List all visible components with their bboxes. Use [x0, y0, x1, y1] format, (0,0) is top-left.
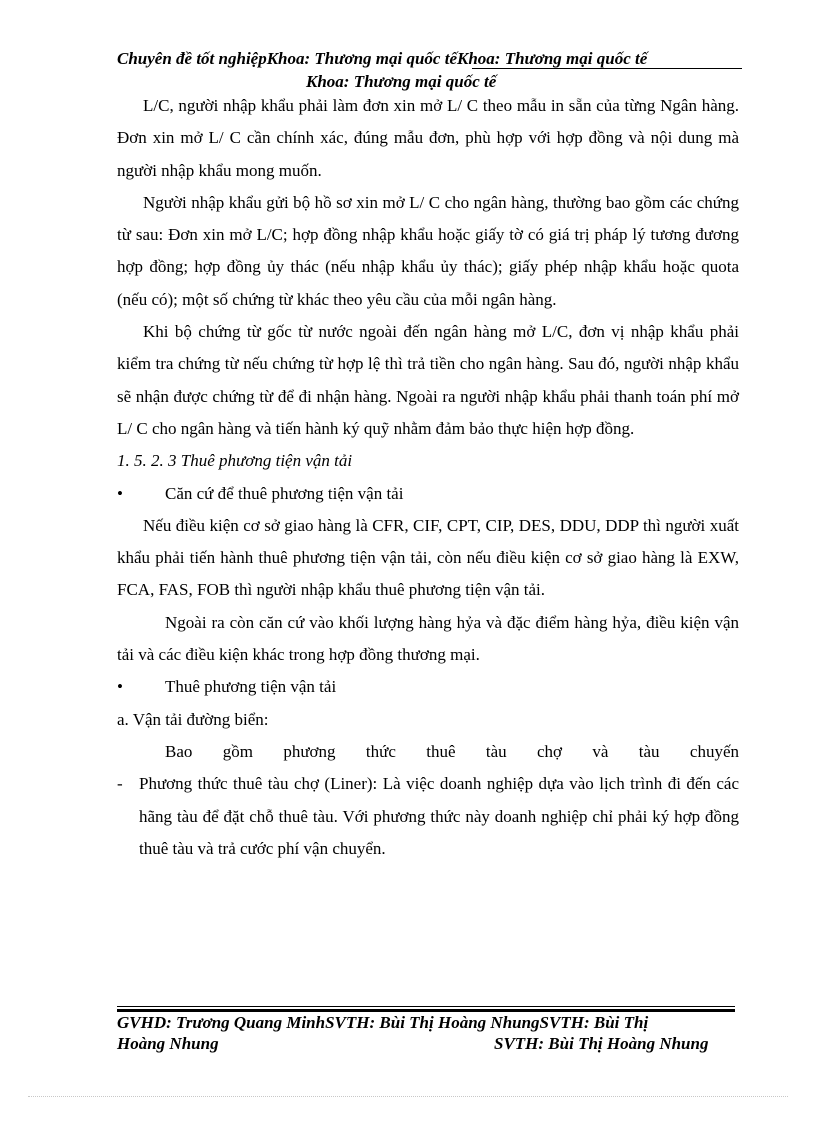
paragraph-methods: Bao gồm phương thức thuê tàu chợ và tàu chuyến [165, 741, 739, 761]
header-rule [472, 68, 742, 69]
header-line-2: Khoa: Thương mại quốc tế [306, 72, 497, 91]
paragraph-delivery-terms: Nếu điều kiện cơ sở giao hàng là CFR, CIF, CPT, CIP, DES, DDU, DDP thì người xuất khẩu phải tiến hành thuê phương tiện vận tải, còn nếu điều kiện cơ sở giao hàng là EXW, FCA, FAS, FOB thì người nhập khẩu thuê phương tiện vận tải. [117, 515, 739, 600]
section-heading: 1. 5. 2. 3 Thuê phương tiện vận tải [117, 451, 353, 471]
bullet-item-basis-label: Căn cứ để thuê phương tiện vận tải [165, 483, 404, 503]
footer-line-2-left: Hoàng Nhung [117, 1034, 219, 1053]
dash-icon: - [117, 774, 123, 794]
bullet-item-hiring [117, 671, 739, 703]
header-line-1: Chuyên đề tốt nghiệpKhoa: Thương mại quốc tếKhoa: Thương mại quốc tế [117, 49, 648, 68]
dash-item-liner-text: Phương thức thuê tàu chợ (Liner): Là việc doanh nghiệp dựa vào lịch trình đi đến các hãng tàu để đặt chỗ thuê tàu. Với phương thức này doanh nghiệp chỉ phải ký hợp đồng thuê tàu và trả cước phí vận chuyển. [139, 774, 739, 858]
footer-rule-thin [117, 1006, 735, 1007]
footer-line-1: GVHD: Trương Quang MinhSVTH: Bùi Thị Hoàng NhungSVTH: Bùi Thị [117, 1013, 649, 1032]
page-edge [28, 1096, 788, 1097]
bullet-icon: • [117, 483, 123, 503]
bullet-icon: • [117, 677, 123, 697]
paragraph-other-basis: Ngoài ra còn căn cứ vào khối lượng hàng hỷa và đặc điểm hàng hỷa, điều kiện vận tải và các điều kiện khác trong hợp đồng thương mại. [117, 612, 739, 665]
paragraph-lc-application: L/C, người nhập khẩu phải làm đơn xin mở L/ C theo mẫu in sẵn của từng Ngân hàng. Đơn xin mở L/ C cần chính xác, đúng mẫu đơn, phù hợp với hợp đồng và nội dung mà người nhập khẩu mong muốn. [117, 96, 739, 180]
footer-rule-thick [117, 1009, 735, 1012]
bullet-item-hiring-label: Thuê phương tiện vận tải [165, 677, 337, 697]
bullet-item-basis [117, 478, 739, 510]
dash-item-liner [117, 768, 739, 865]
footer-line-2-right: SVTH: Bùi Thị Hoàng Nhung [494, 1034, 709, 1053]
subheading-sea-transport: a. Vận tải đường biển: [117, 709, 269, 729]
paragraph-lc-documents: Người nhập khẩu gửi bộ hồ sơ xin mở L/ C cho ngân hàng, thường bao gồm các chứng từ sau: Đơn xin mở L/C; hợp đồng nhập khẩu hoặc giấy tờ có giá trị pháp lý tương đương hợp đồng; hợp đồng ủy thác (nếu nhập khẩu ủy thác); giấy phép nhập khẩu hoặc quota (nếu có); một số chứng từ khác theo yêu cầu của mỗi ngân hàng. [117, 192, 739, 309]
body-text [117, 90, 739, 865]
paragraph-lc-payment: Khi bộ chứng từ gốc từ nước ngoài đến ngân hàng mở L/C, đơn vị nhập khẩu phải kiểm tra chứng từ nếu chứng từ hợp lệ thì trả tiền cho ngân hàng. Sau đó, người nhập khẩu sẽ nhận được chứng từ để đi nhận hàng. Ngoài ra người nhập khẩu phải thanh toán phí mở L/ C cho ngân hàng và tiến hành ký quỹ nhằm đảm bảo thực hiện hợp đồng. [117, 322, 739, 438]
